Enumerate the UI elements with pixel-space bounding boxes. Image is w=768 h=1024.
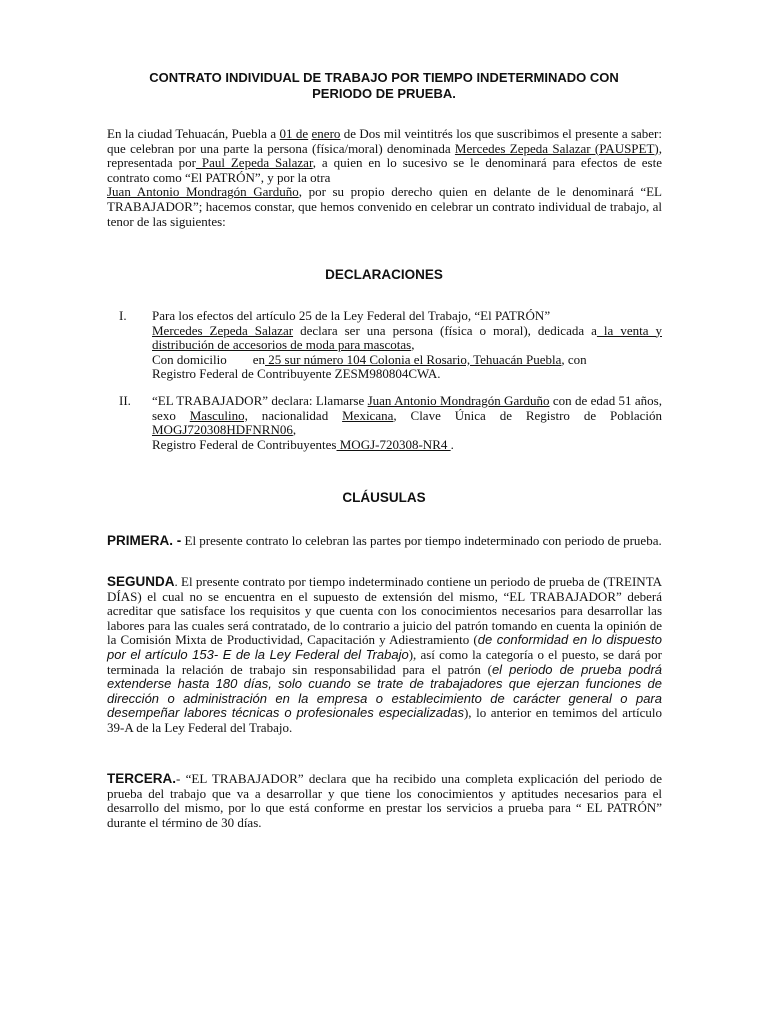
- clause-text: - “EL TRABAJADOR” declara que ha recibido una completa explicación del periodo de prueba del trabajo que va a desarrollar y que tiene los conocimientos y aptitudes necesarios para el desarrollo del mismo, por lo que está conforme en prestar los servicios a prueba para “ EL PATRÓN” durante el término de 30 días.: [107, 771, 662, 830]
- title-line-1: CONTRATO INDIVIDUAL DE TRABAJO POR TIEMPO INDETERMINADO CON: [149, 70, 619, 85]
- clause-text: ), lo anterior en temimos del artículo 39-A de la Ley Federal del Trabajo.: [107, 705, 662, 735]
- clause-label: SEGUNDA: [107, 574, 175, 589]
- declaracion-item: [107, 394, 662, 452]
- representative-name: Paul Zepeda Salazar: [195, 155, 313, 171]
- clause-label: PRIMERA. -: [107, 533, 182, 548]
- worker-sex: Masculino,: [189, 407, 248, 423]
- clause-text: ), así como la categoría o el puesto, se dará por terminada la relación de trabajo sin responsabilidad para el patrón (: [107, 646, 662, 677]
- clause-label: TERCERA.: [107, 771, 177, 786]
- title-line-2: PERIODO DE PRUEBA.: [312, 86, 456, 101]
- business-activity: la venta y distribución de accesorios de moda para mascotas: [152, 322, 662, 353]
- clausula-primera: [107, 534, 662, 549]
- intro-text: , a quien en lo sucesivo se le denominará para efectos de este contrato como “El PATRÓN”, y por la otra: [107, 155, 662, 185]
- intro-paragraph: [107, 127, 662, 229]
- intro-text: En la ciudad Tehuacán, Puebla a: [107, 126, 280, 141]
- item-text: , con: [561, 351, 587, 367]
- employer-address: 25 sur número 104 Colonia el Rosario, Tehuacán Puebla: [265, 351, 562, 367]
- clause-text: El presente contrato lo celebran las partes por tiempo indeterminado con periodo de prueba.: [181, 533, 662, 548]
- item-body: [152, 394, 662, 452]
- item-text: Con domicilio en: [152, 351, 266, 367]
- declaraciones-heading: DECLARACIONES: [325, 267, 443, 282]
- item-text: declara ser una persona (física o moral), dedicada a: [293, 322, 597, 338]
- item-text: nacionalidad: [247, 407, 343, 423]
- item-text: .: [450, 436, 454, 452]
- item-text: Para los efectos del artículo 25 de la Ley Federal del Trabajo, “El PATRÓN”: [152, 308, 551, 323]
- employer-name: Mercedes Zepeda Salazar (PAUSPET): [454, 140, 659, 156]
- item-text: “EL TRABAJADOR” declara: Llamarse: [152, 393, 368, 408]
- clausula-segunda: [107, 575, 662, 736]
- clause-italic-text: de conformidad en lo dispuesto por el artículo 153- E de la Ley Federal del Trabajo: [107, 632, 662, 662]
- clausulas-heading: CLÁUSULAS: [342, 490, 426, 505]
- item-text: Registro Federal de Contribuyentes: [152, 436, 337, 452]
- employer-rfc: Registro Federal de Contribuyente ZESM980804CWA.: [152, 366, 441, 382]
- clausula-tercera: [107, 772, 662, 830]
- intro-text: de Dos mil veintitrés los que suscribimos el presente a saber: que celebran por una parte la persona (física/moral) denominada: [107, 126, 662, 156]
- document-title: [100, 70, 668, 102]
- item-number: I.: [119, 308, 127, 323]
- item-text: ,: [411, 337, 415, 353]
- contract-month: enero: [311, 126, 341, 141]
- worker-curp: MOGJ720308HDFNRN06: [152, 422, 293, 438]
- worker-name: Juan Antonio Mondragón Garduño: [367, 393, 550, 408]
- contract-day: 01 de: [279, 126, 309, 141]
- employer-name: Mercedes Zepeda Salazar: [152, 322, 294, 338]
- item-text: , Clave Única de Registro de Población: [393, 407, 662, 423]
- clause-italic-text: el periodo de prueba podrá extenderse hasta 180 días, solo cuando se trate de trabajadores que ejerzan funciones de dirección o administración en la empresa o establecimiento de carácter general o para desempeñar labores técnicas o profesionales especializadas: [107, 661, 662, 721]
- worker-rfc: MOGJ-720308-NR4: [336, 436, 451, 452]
- clause-text: . El presente contrato por tiempo indeterminado contiene un periodo de prueba de (TREINTA DÍAS) el cual no se encuentra en el supuesto de extensión del mismo, “EL TRABAJADOR” deberá acreditar que satisface los requisitos y que cuenta con los conocimientos necesarios para desarrollar las labores para las cuales será contratado, de lo contrario a juicio del patrón tomando en cuenta la opinión de la Comisión Mixta de Productividad, Capacitación y Adiestramiento (: [107, 574, 662, 648]
- declaracion-item: [107, 309, 662, 382]
- intro-text: , por su propio derecho quien en delante de le denominará “EL TRABAJADOR”; hacemos constar, que hemos convenido en celebrar un contrato individual de trabajo, al tenor de las siguientes:: [107, 184, 662, 229]
- item-number: II.: [119, 393, 131, 408]
- item-text: con de edad 51 años, sexo: [152, 393, 662, 423]
- worker-nationality: Mexicana: [342, 407, 394, 423]
- worker-name: Juan Antonio Mondragón Garduño: [107, 184, 299, 200]
- item-body: [152, 309, 662, 382]
- intro-text: , representada por: [107, 140, 662, 171]
- item-text: ,: [292, 422, 297, 438]
